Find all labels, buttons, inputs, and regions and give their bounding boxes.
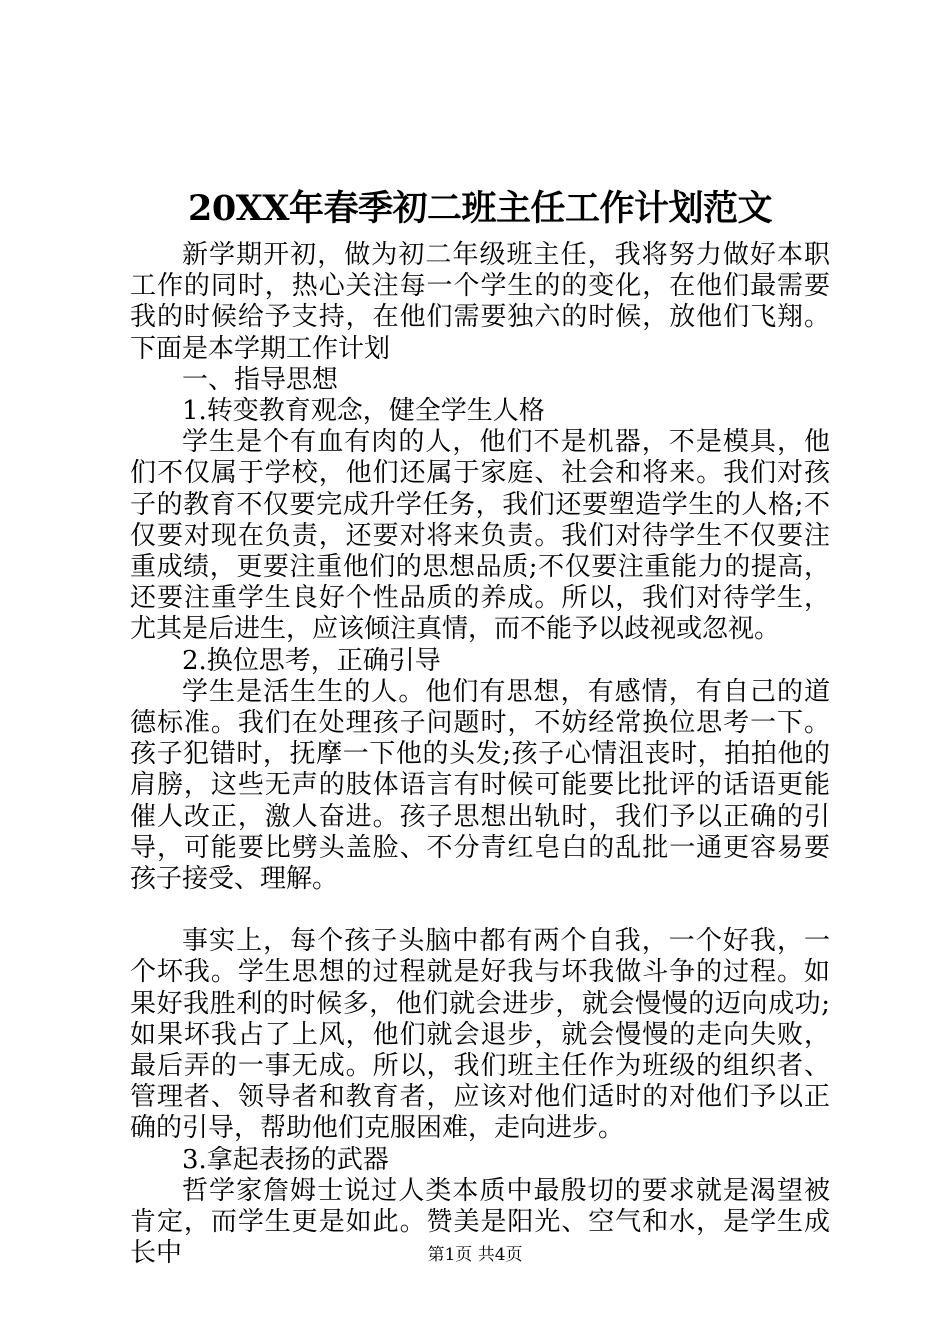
paragraph-gap: [130, 895, 830, 926]
paragraph-intro: 新学期开初，做为初二年级班主任，我将努力做好本职工作的同时，热心关注每一个学生的的变化，在他们最需要我的时候给予支持，在他们需要独六的时候，放他们飞翔。下面是本学期工作计划: [130, 240, 830, 364]
document-page: [130, 180, 830, 1270]
subheading-2: 2.换位思考，正确引导: [182, 645, 441, 676]
paragraph-2: 学生是活生生的人。他们有思想，有感情，有自己的道德标准。我们在处理孩子问题时，不妨经常换位思考一下。孩子犯错时，抚摩一下他的头发;孩子心情沮丧时，拍拍他的肩膀，这些无声的肢体语言有时候可能要比批评的话语更能催人改正，激人奋进。孩子思想出轨时，我们予以正确的引导，可能要比劈头盖脸、不分青红皂白的乱批一通更容易要孩子接受、理解。: [130, 676, 830, 895]
subheading-1: 1.转变教育观念，健全学生人格: [182, 396, 545, 427]
paragraph-4: 哲学家詹姆士说过人类本质中最殷切的要求就是渴望被肯定，而学生更是如此。赞美是阳光、空气和水，是学生成长中: [130, 1175, 830, 1269]
document-title: 20XX年春季初二班主任工作计划范文: [187, 188, 773, 229]
section-heading-guiding-thought: 一、指导思想: [182, 364, 339, 395]
paragraph-1: 学生是个有血有肉的人，他们不是机器，不是模具，他们不仅属于学校，他们还属于家庭、社会和将来。我们对孩子的教育不仅要完成升学任务，我们还要塑造学生的人格;不仅要对现在负责，还要对将来负责。我们对待学生不仅要注重成绩，更要注重他们的思想品质;不仅要注重能力的提高，还要注重学生良好个性品质的养成。所以，我们对待学生，尤其是后进生，应该倾注真情，而不能予以歧视或忽视。: [130, 427, 830, 645]
page-footer: 第1页 共4页: [427, 1245, 523, 1265]
subheading-3: 3.拿起表扬的武器: [182, 1144, 389, 1175]
paragraph-3: 事实上，每个孩子头脑中都有两个自我，一个好我，一个坏我。学生思想的过程就是好我与坏我做斗争的过程。如果好我胜利的时候多，他们就会进步，就会慢慢的迈向成功;如果坏我占了上风，他们就会退步，就会慢慢的走向失败，最后弄的一事无成。所以，我们班主任作为班级的组织者、管理者、领导者和教育者，应该对他们适时的对他们予以正确的引导，帮助他们克服困难，走向进步。: [130, 926, 830, 1144]
